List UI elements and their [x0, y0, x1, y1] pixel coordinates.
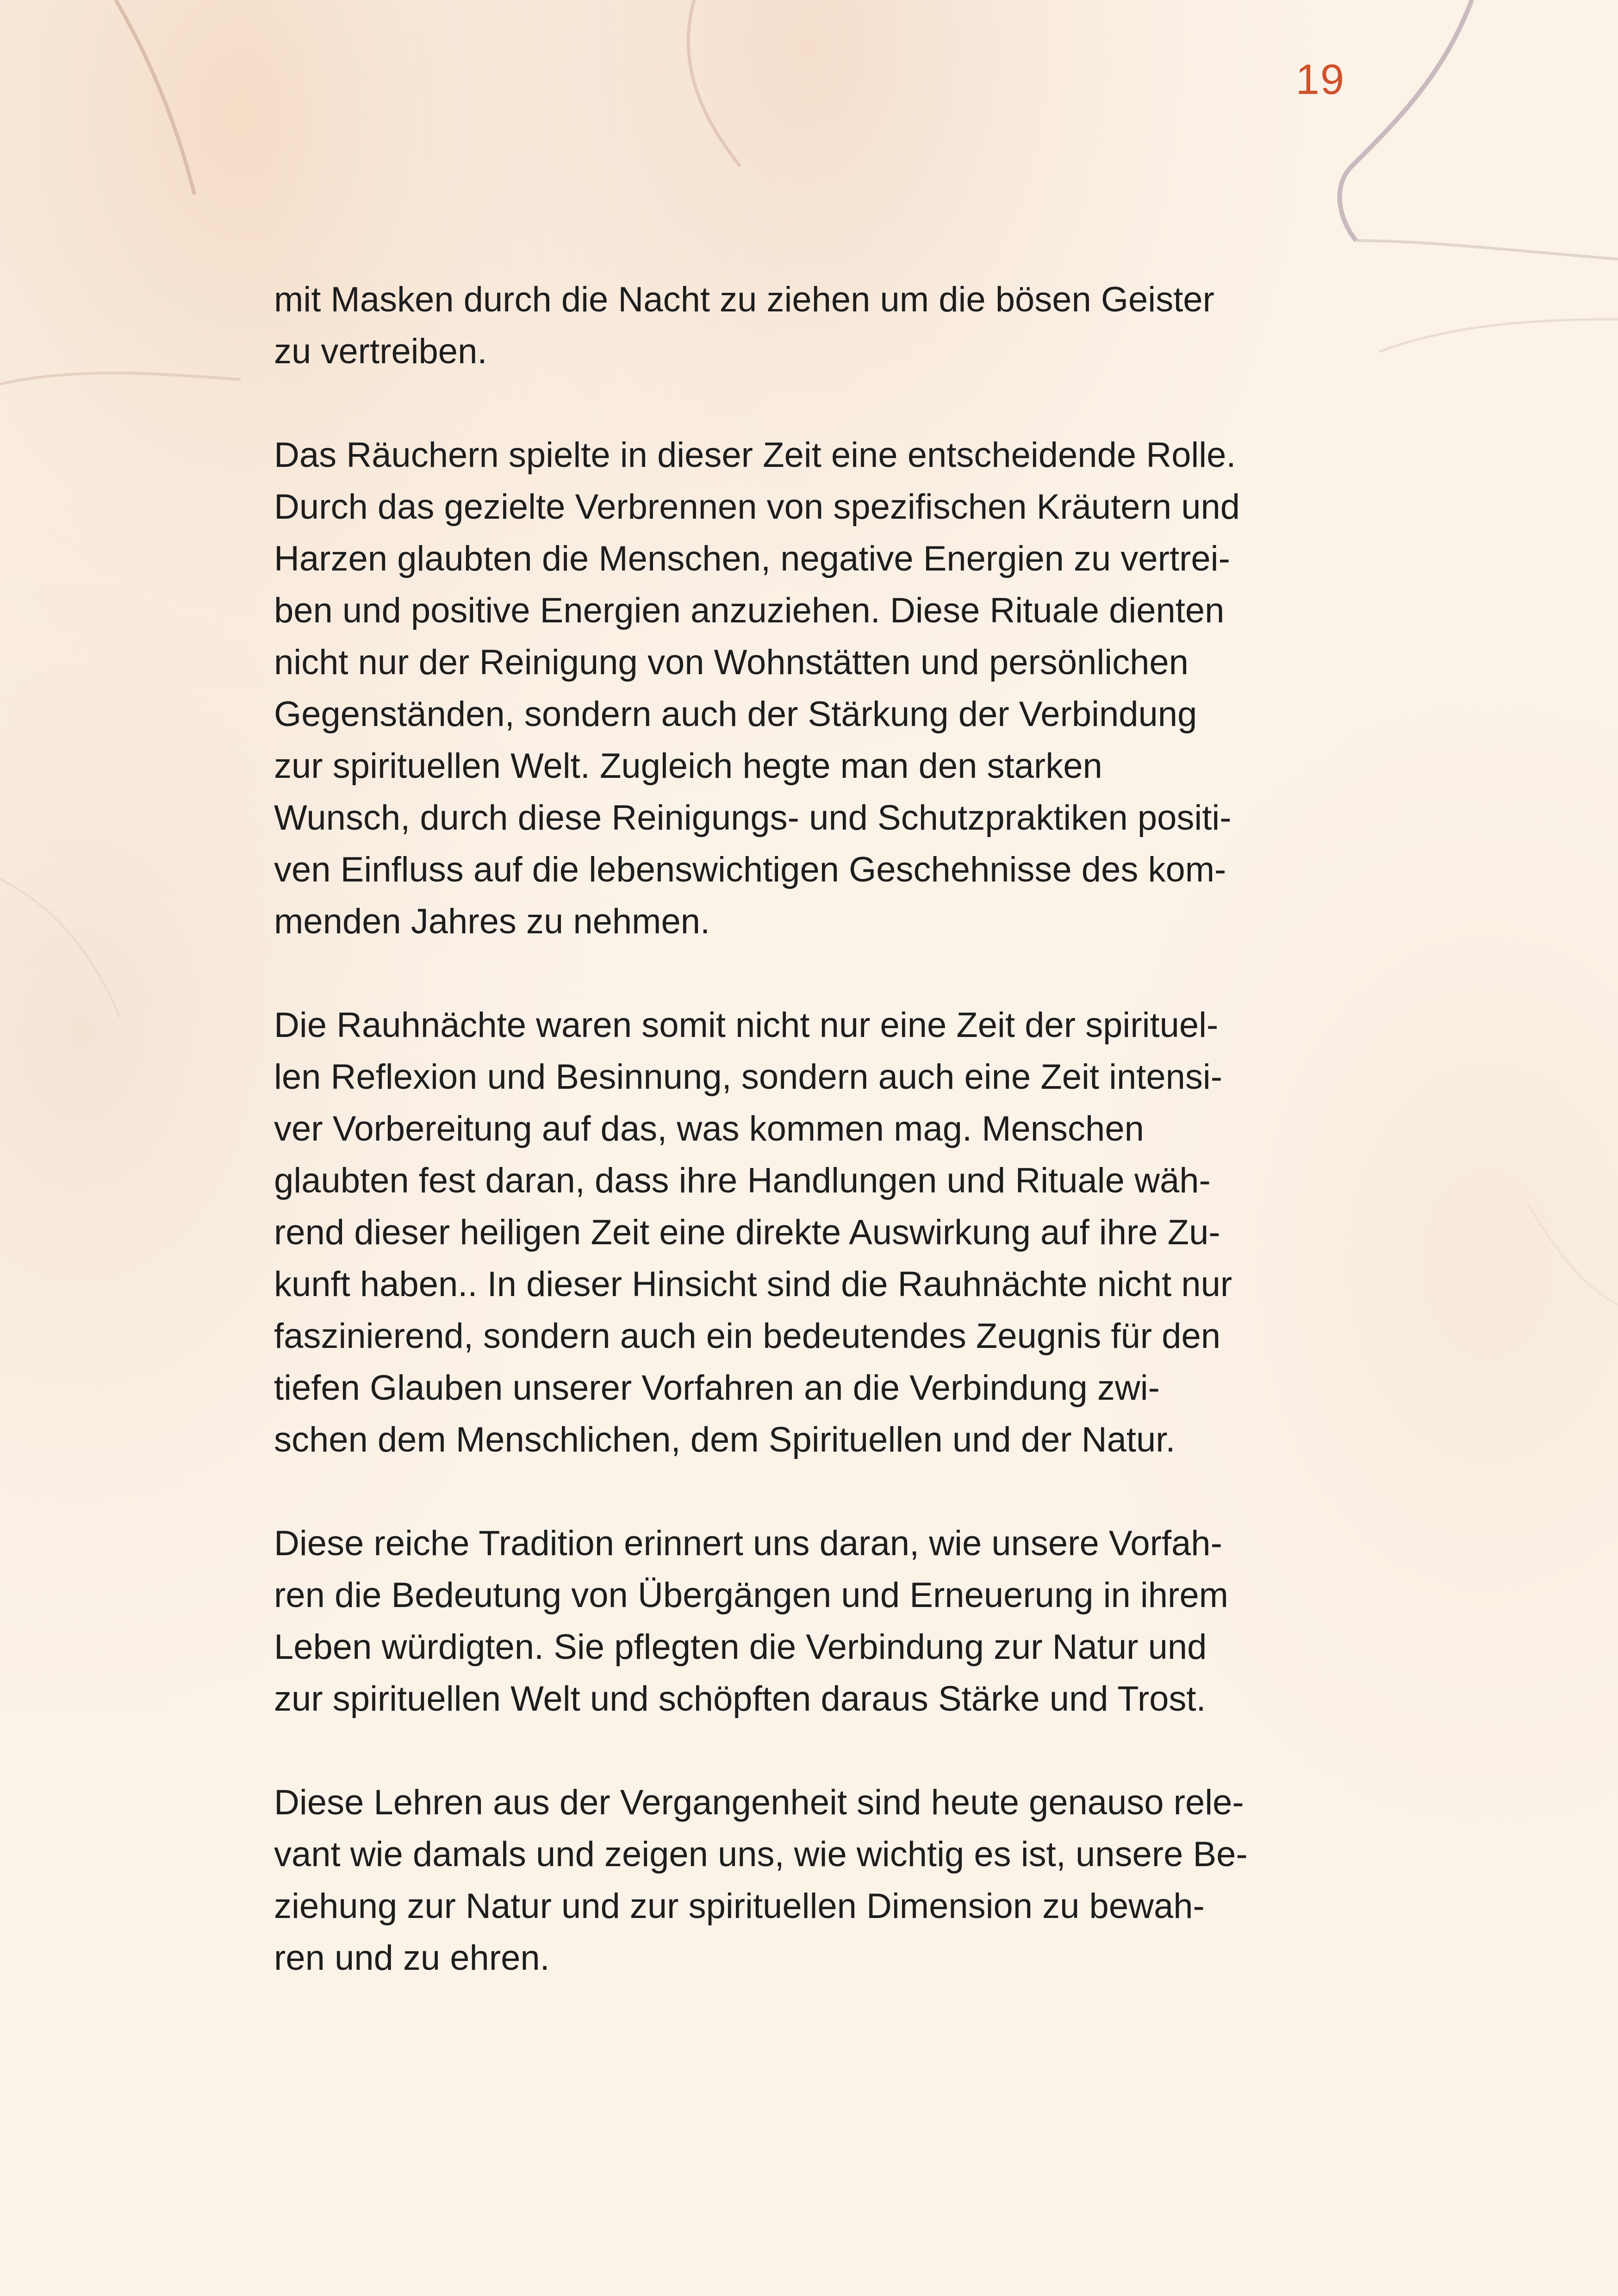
text-line: ben und positive Energien anzuziehen. Diese Rituale dienten	[274, 591, 1225, 630]
text-line: ren und zu ehren.	[274, 1938, 550, 1978]
text-line: nicht nur der Reinigung von Wohnstätten und persönlichen	[274, 643, 1189, 682]
text-line: zur spirituellen Welt. Zugleich hegte man den starken	[274, 746, 1102, 786]
text-line: glaubten fest daran, dass ihre Handlungen und Rituale wäh-	[274, 1161, 1211, 1200]
text-line: Leben würdigten. Sie pflegten die Verbindung zur Natur und	[274, 1627, 1207, 1667]
text-line: schen dem Menschlichen, dem Spirituellen und der Natur.	[274, 1420, 1176, 1459]
body-text	[274, 274, 1352, 2036]
text-line: zu vertreiben.	[274, 332, 487, 371]
text-line: Das Räuchern spielte in dieser Zeit eine entscheidende Rolle.	[274, 435, 1236, 475]
text-line: Diese Lehren aus der Vergangenheit sind heute genauso rele-	[274, 1783, 1244, 1822]
paragraph	[274, 429, 1352, 948]
text-line: tiefen Glauben unserer Vorfahren an die Verbindung zwi-	[274, 1368, 1160, 1408]
text-line: zur spirituellen Welt und schöpften daraus Stärke und Trost.	[274, 1679, 1206, 1719]
text-line: ven Einfluss auf die lebenswichtigen Geschehnisse des kom-	[274, 850, 1226, 889]
text-line: Harzen glaubten die Menschen, negative Energien zu vertrei-	[274, 539, 1230, 578]
text-line: vant wie damals und zeigen uns, wie wichtig es ist, unsere Be-	[274, 1835, 1248, 1874]
text-line: rend dieser heiligen Zeit eine direkte Auswirkung auf ihre Zu-	[274, 1213, 1220, 1252]
text-line: faszinierend, sondern auch ein bedeutendes Zeugnis für den	[274, 1316, 1220, 1356]
text-line: Durch das gezielte Verbrennen von spezifischen Kräutern und	[274, 487, 1240, 527]
paragraph	[274, 999, 1352, 1466]
page-number: 19	[1295, 56, 1345, 103]
text-line: len Reflexion und Besinnung, sondern auch eine Zeit intensi-	[274, 1057, 1223, 1097]
text-line: ren die Bedeutung von Übergängen und Erneuerung in ihrem	[274, 1576, 1228, 1615]
paragraph	[274, 1777, 1352, 1984]
text-line: Gegenständen, sondern auch der Stärkung der Verbindung	[274, 695, 1197, 734]
text-line: Die Rauhnächte waren somit nicht nur eine Zeit der spirituel-	[274, 1005, 1219, 1045]
paragraph	[274, 1518, 1352, 1725]
text-line: menden Jahres zu nehmen.	[274, 902, 710, 941]
text-line: ziehung zur Natur und zur spirituellen Dimension zu bewah-	[274, 1886, 1205, 1926]
text-line: ver Vorbereitung auf das, was kommen mag. Menschen	[274, 1109, 1144, 1148]
text-line: Wunsch, durch diese Reinigungs- und Schutzpraktiken positi-	[274, 798, 1232, 838]
text-line: kunft haben.. In dieser Hinsicht sind die Rauhnächte nicht nur	[274, 1265, 1232, 1304]
paragraph	[274, 274, 1352, 378]
text-line: mit Masken durch die Nacht zu ziehen um die bösen Geister	[274, 280, 1214, 319]
text-line: Diese reiche Tradition erinnert uns daran, wie unsere Vorfah-	[274, 1524, 1222, 1563]
